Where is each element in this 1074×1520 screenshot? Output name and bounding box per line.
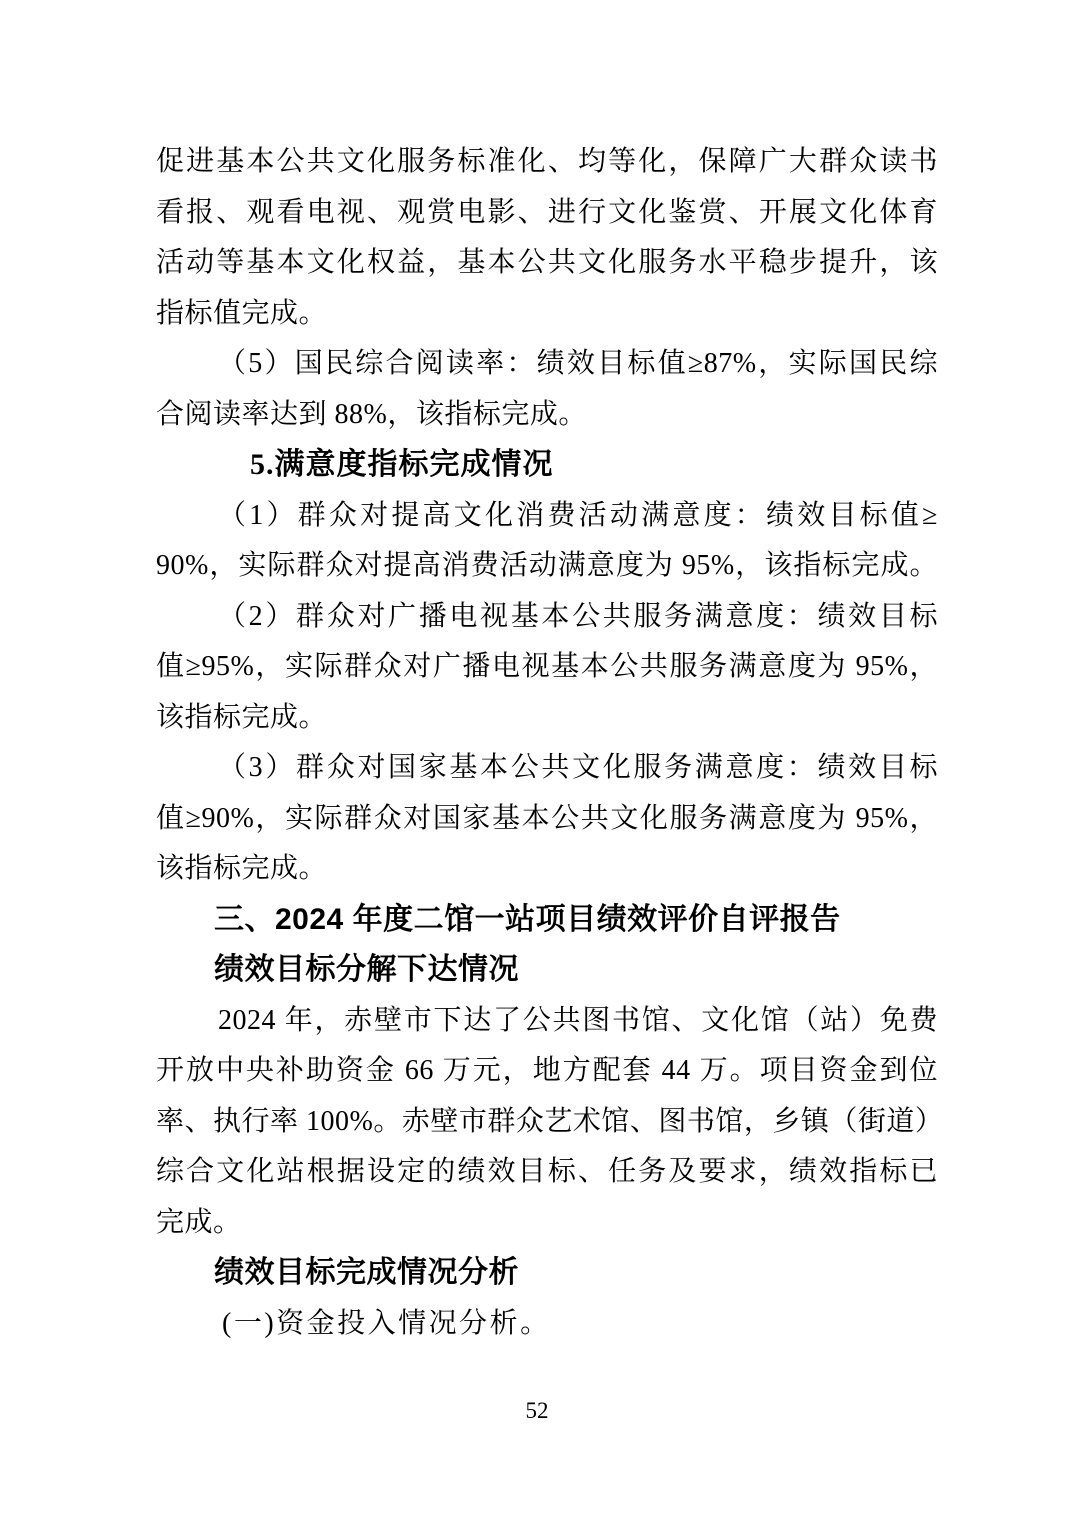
heading-target-decomposition: 绩效目标分解下达情况	[214, 953, 519, 986]
paragraph-line: 完成。	[156, 1206, 242, 1238]
paragraph-line: （3）群众对国家基本公共文化服务满意度：绩效目标	[218, 752, 938, 783]
heading-section-three: 三、2024 年度二馆一站项目绩效评价自评报告	[214, 902, 841, 936]
paragraph-line: （2）群众对广播电视基本公共服务满意度：绩效目标	[218, 600, 938, 632]
paragraph-line: 活动等基本文化权益，基本公共文化服务水平稳步提升，该	[156, 247, 938, 278]
document-body	[156, 137, 944, 1349]
paragraph-line: （1）群众对提高文化消费活动满意度：绩效目标值≥	[218, 499, 938, 531]
paragraph-line: 合阅读率达到 88%，该指标完成。	[156, 398, 587, 430]
paragraph-line: 看报、观看电视、观赏电影、进行文化鉴赏、开展文化体育	[156, 196, 938, 228]
paragraph-line: 综合文化站根据设定的绩效目标、任务及要求，绩效指标已	[156, 1156, 938, 1187]
paragraph-line: 值≥95%，实际群众对广播电视基本公共服务满意度为 95%，	[156, 651, 938, 682]
paragraph-line: 90%，实际群众对提高消费活动满意度为 95%，该指标完成。	[156, 550, 938, 581]
paragraph-line: 该指标完成。	[156, 853, 328, 884]
heading-satisfaction-indicators: 5.满意度指标完成情况	[250, 448, 554, 481]
heading-completion-analysis: 绩效目标完成情况分析	[214, 1256, 519, 1289]
capital-analysis-line: (一)资金投入情况分析。	[222, 1307, 551, 1339]
paragraph-line: 指标值完成。	[156, 297, 328, 329]
paragraph-line: 促进基本公共文化服务标准化、均等化，保障广大群众读书	[156, 146, 938, 177]
paragraph-line: 该指标完成。	[156, 701, 328, 733]
paragraph-line: 开放中央补助资金 66 万元，地方配套 44 万。项目资金到位	[156, 1055, 938, 1086]
paragraph-line: （5）国民综合阅读率：绩效目标值≥87%，实际国民综	[218, 348, 938, 379]
page-number: 52	[525, 1398, 549, 1423]
paragraph-line: 2024 年，赤壁市下达了公共图书馆、文化馆（站）免费	[218, 1004, 938, 1036]
paragraph-line: 值≥90%，实际群众对国家基本公共文化服务满意度为 95%，	[156, 802, 938, 834]
paragraph-line: 率、执行率 100%。赤壁市群众艺术馆、图书馆，乡镇（街道）	[156, 1105, 944, 1137]
